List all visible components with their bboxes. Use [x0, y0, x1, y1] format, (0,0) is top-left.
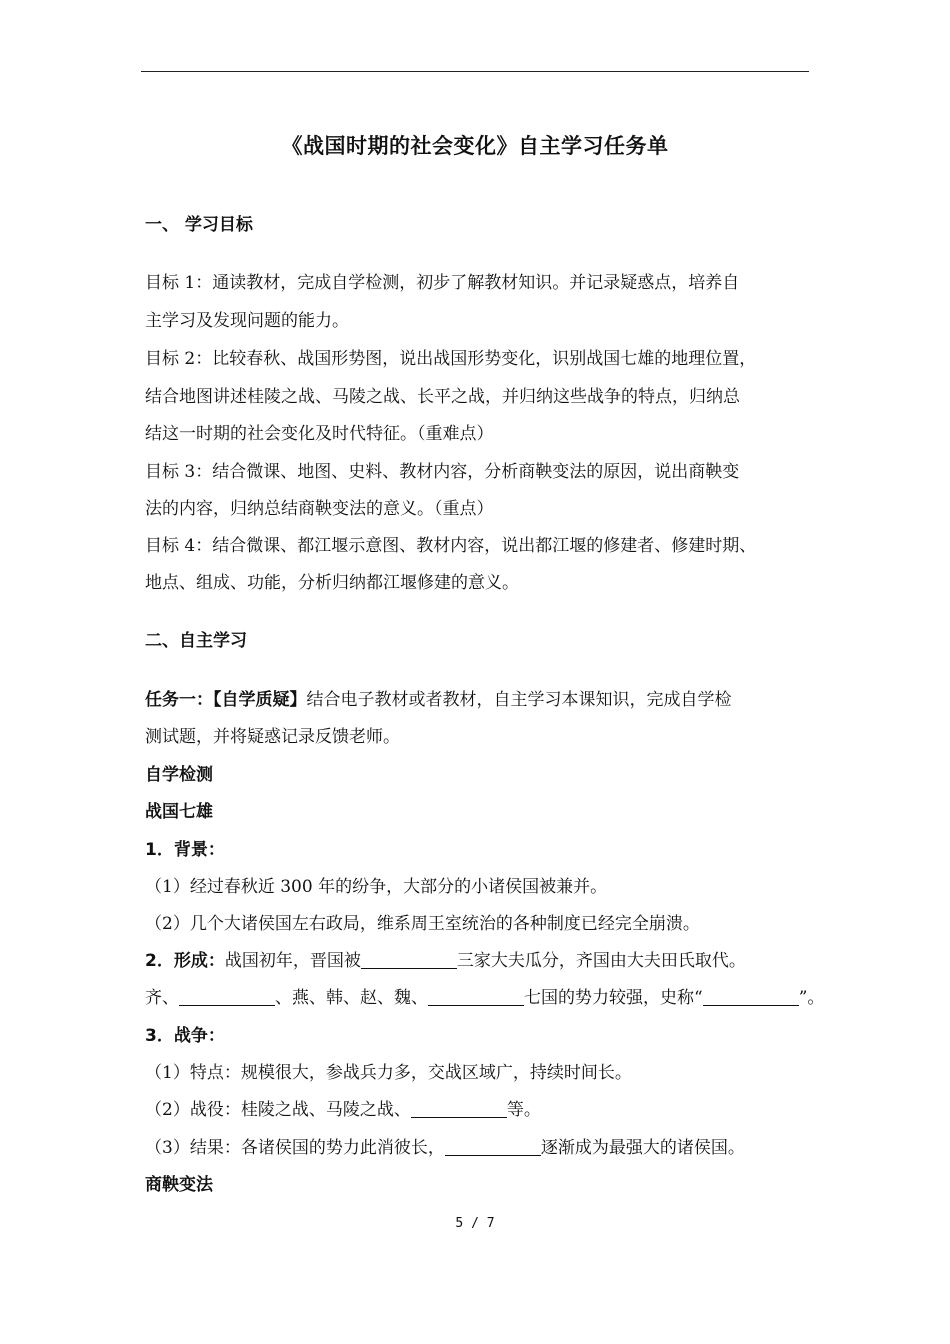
goal-4-line-2: 地点、组成、功能，分析归纳都江堰修建的意义。 [145, 573, 519, 593]
page-number: 5 / 7 [455, 1216, 495, 1231]
formation-label: 2．形成： [145, 951, 225, 971]
blank-field[interactable] [445, 1138, 541, 1156]
background-item-1: （1）经过春秋近 300 年的纷争，大部分的小诸侯国被兼并。 [145, 877, 608, 897]
formation-line-2 [145, 983, 825, 1008]
blank-field[interactable] [428, 988, 524, 1006]
background-label: 1．背景： [145, 840, 225, 860]
war-item-3-end: 逐渐成为最强大的诸侯国。 [540, 1138, 745, 1158]
goal-2-line-1: 目标 2：比较春秋、战国形势图，说出战国形势变化，识别战国七雄的地理位置， [145, 349, 757, 369]
blank-field[interactable] [179, 988, 275, 1006]
background-item-2: （2）几个大诸侯国左右政局，维系周王室统治的各种制度已经完全崩溃。 [145, 914, 700, 934]
goal-3-line-1: 目标 3：结合微课、地图、史料、教材内容，分析商鞅变法的原因，说出商鞅变 [145, 462, 740, 482]
formation-text-c: 齐、 [145, 988, 179, 1008]
war-item-1: （1）特点：规模很大，参战兵力多，交战区域广，持续时间长。 [145, 1063, 632, 1083]
war-item-2-text: （2）战役：桂陵之战、马陵之战、 [145, 1100, 411, 1120]
formation-text-b: 三家大夫瓜分，齐国由大夫田氏取代。 [456, 951, 746, 971]
blank-field[interactable] [703, 988, 799, 1006]
goal-4-line-1: 目标 4：结合微课、都江堰示意图、教材内容，说出都江堰的修建者、修建时期、 [145, 536, 757, 556]
war-item-2 [145, 1095, 815, 1120]
formation-text-d: 、燕、韩、赵、魏、 [275, 988, 428, 1008]
header-rule [141, 71, 809, 72]
formation-text-a: 战国初年，晋国被 [224, 951, 361, 971]
task-1-line-2: 测试题，并将疑惑记录反馈老师。 [145, 727, 400, 747]
war-item-3-text: （3）结果：各诸侯国的势力此消彼长， [145, 1138, 445, 1158]
blank-field[interactable] [411, 1100, 507, 1118]
goal-2-line-2: 结合地图讲述桂陵之战、马陵之战、长平之战，并归纳这些战争的特点，归纳总 [145, 387, 740, 407]
formation-text-f: ”。 [798, 988, 825, 1008]
task-1-line-1 [145, 685, 815, 710]
section-heading-self-study: 二、自主学习 [145, 631, 247, 651]
task-1-label: 任务一：【自学质疑】 [145, 690, 307, 710]
blank-field[interactable] [361, 951, 457, 969]
war-item-2-end: 等。 [506, 1100, 541, 1120]
self-test-heading: 自学检测 [145, 765, 213, 785]
formation-text-e: 七国的势力较强，史称“ [524, 988, 703, 1008]
formation-line-1 [145, 946, 815, 971]
page-title: 《战国时期的社会变化》自主学习任务单 [281, 134, 669, 158]
war-item-3 [145, 1133, 815, 1158]
task-1-text: 结合电子教材或者教材，自主学习本课知识，完成自学检 [306, 690, 732, 710]
goal-1-line-1: 目标 1：通读教材，完成自学检测，初步了解教材知识。并记录疑惑点，培养自 [145, 273, 740, 293]
goal-1-line-2: 主学习及发现问题的能力。 [145, 311, 349, 331]
goal-3-line-2: 法的内容，归纳总结商鞅变法的意义。（重点） [145, 499, 494, 519]
shangyang-heading: 商鞅变法 [145, 1175, 213, 1195]
war-label: 3．战争： [145, 1026, 225, 1046]
goal-2-line-3: 结这一时期的社会变化及时代特征。（重难点） [145, 424, 494, 444]
section-heading-goals: 一、 学习目标 [145, 215, 253, 235]
warring-states-heading: 战国七雄 [145, 802, 213, 822]
